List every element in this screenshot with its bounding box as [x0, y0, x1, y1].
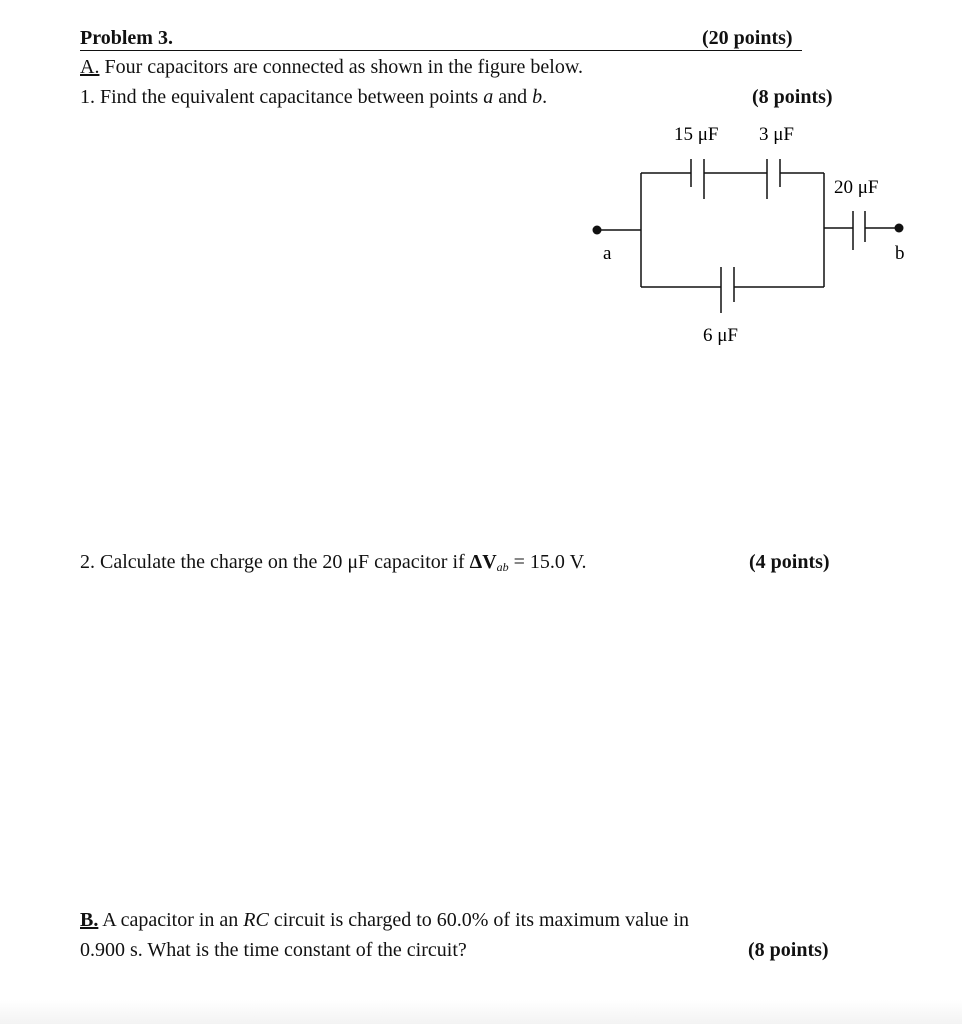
part-b-suffix: circuit is charged to 60.0% of its maximum value in — [268, 909, 689, 931]
q1-point-b: b — [532, 86, 543, 108]
question-2 — [80, 551, 586, 575]
label-6uf: 6 μF — [703, 325, 739, 346]
part-b-prefix: A capacitor in an — [98, 909, 244, 931]
q2-delta-v — [470, 551, 497, 573]
part-b-label: B. — [80, 909, 99, 931]
page-bottom-edge — [0, 1000, 962, 1024]
q1-text: 1. Find the equivalent capacitance between points — [80, 86, 484, 108]
label-20uf: 20 μF — [834, 177, 879, 198]
part-b-line-1 — [80, 909, 689, 932]
label-15uf: 15 μF — [674, 124, 719, 145]
total-points: (20 points) — [702, 27, 793, 49]
label-node-a: a — [603, 243, 612, 264]
part-b-line-2: 0.900 s. What is the time constant of the circuit? — [80, 939, 467, 961]
q2-prefix: 2. Calculate the charge on the 20 μF capacitor if — [80, 551, 470, 573]
label-node-b: b — [895, 243, 905, 264]
q1-points: (8 points) — [752, 86, 833, 108]
part-a-label: A. — [80, 56, 100, 78]
q2-suffix: = 15.0 V. — [508, 551, 587, 573]
part-a-intro-text: Four capacitors are connected as shown in the figure below. — [99, 56, 583, 78]
label-3uf: 3 μF — [759, 124, 795, 145]
q1-and: and — [493, 86, 533, 108]
q2-subscript: ab — [496, 560, 509, 574]
capacitor-circuit-diagram — [0, 0, 962, 400]
q1-point-a: a — [483, 86, 494, 108]
node-a-dot — [593, 226, 602, 235]
part-b-points: (8 points) — [748, 939, 829, 961]
q2-delta: ΔV — [469, 551, 497, 573]
node-b-dot — [895, 224, 904, 233]
q1-end: . — [542, 86, 548, 108]
problem-title: Problem 3. — [80, 27, 173, 49]
q2-points: (4 points) — [749, 551, 830, 573]
part-b-rc: RC — [243, 909, 269, 931]
